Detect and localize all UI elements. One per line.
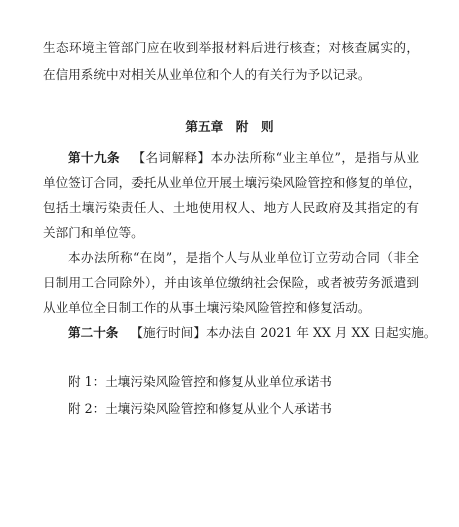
attachment-item: 附 2：土壤污染风险管控和修复从业个人承诺书	[68, 401, 332, 416]
article-number: 第二十条	[68, 325, 119, 340]
article-text: 【施行时间】本办法自 2021 年 XX 月 XX 日起实施。	[130, 325, 437, 340]
body-text-line: 本办法所称“在岗”，是指个人与从业单位订立劳动合同（非全	[68, 250, 419, 265]
article-text: 【名词解释】本办法所称“业主单位”，是指与从业	[132, 150, 419, 165]
article-20-line	[68, 323, 437, 343]
body-text-line: 单位签订合同，委托从业单位开展土壤污染风险管控和修复的单位，	[43, 175, 421, 190]
body-text-line: 生态环境主管部门应在收到举报材料后进行核查；对核查属实的，	[43, 40, 419, 55]
article-19-first-line	[68, 148, 419, 168]
article-number: 第十九条	[68, 150, 121, 165]
body-text-line: 从业单位全日制工作的从事土壤污染风险管控和修复活动。	[43, 300, 371, 315]
body-text-line: 日制用工合同除外），并由该单位缴纳社会保险，或者被劳务派遣到	[43, 275, 419, 290]
body-text-line: 包括土壤污染责任人、土地使用权人、地方人民政府及其指定的有	[43, 200, 419, 215]
attachment-item: 附 1：土壤污染风险管控和修复从业单位承诺书	[68, 374, 332, 389]
body-text-line: 在信用系统中对相关从业单位和个人的有关行为予以记录。	[43, 67, 371, 82]
chapter-heading: 第五章 附 则	[185, 119, 274, 134]
body-text-line: 关部门和单位等。	[43, 225, 144, 240]
